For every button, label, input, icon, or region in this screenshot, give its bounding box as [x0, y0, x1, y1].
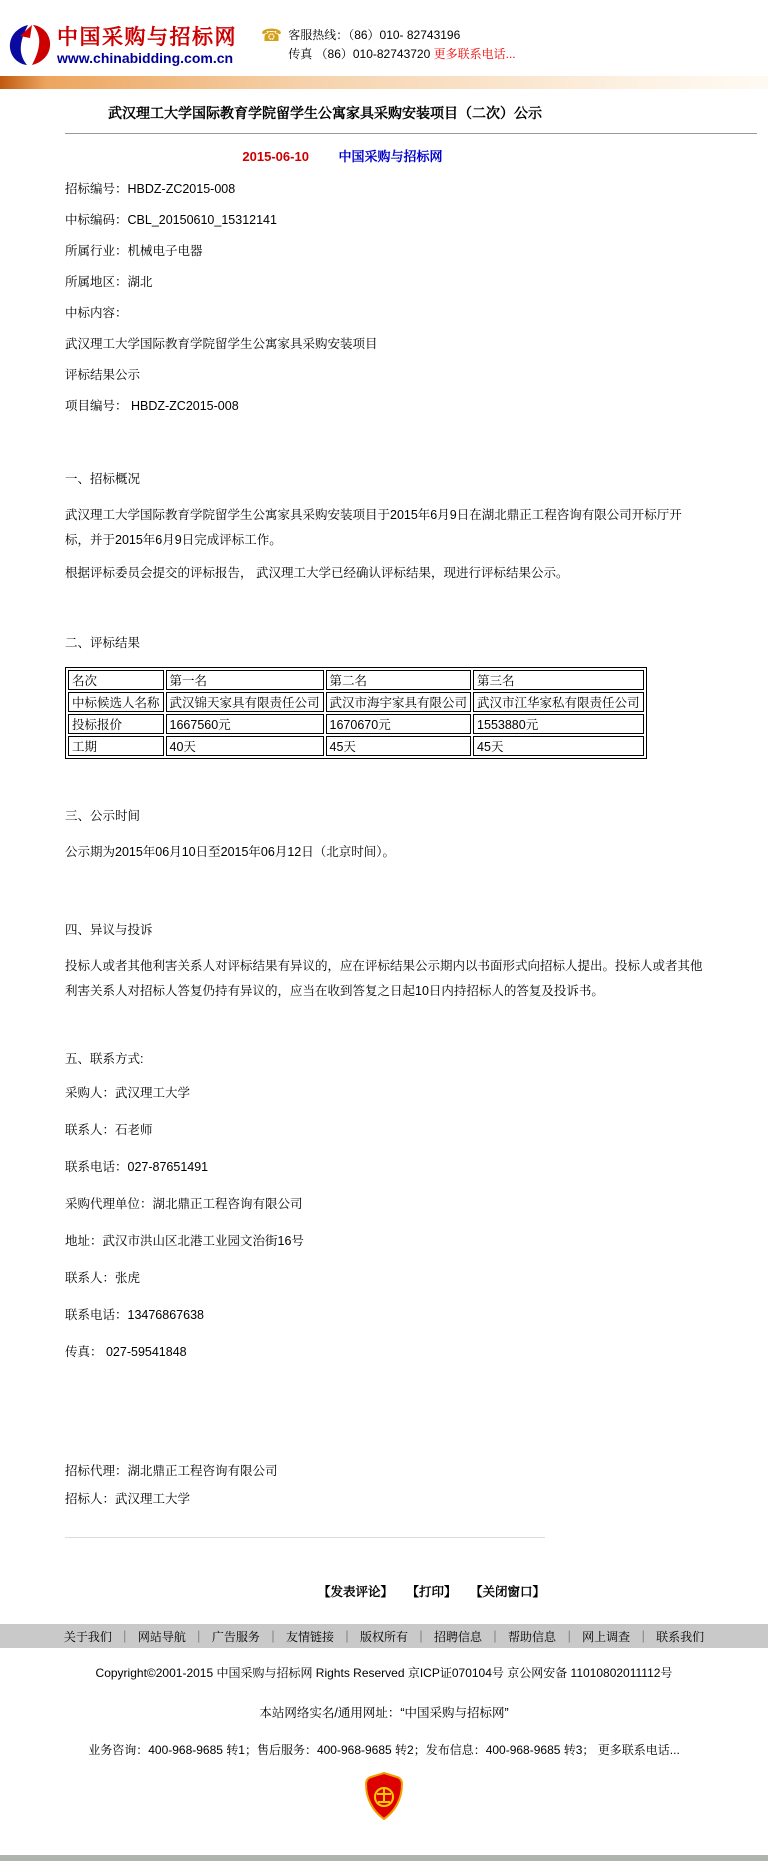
comment-button[interactable]: 【发表评论】: [317, 1585, 393, 1599]
badge-row: [0, 1772, 768, 1825]
footer-separator: ｜: [637, 1629, 650, 1644]
bottom-strip: [0, 1855, 768, 1861]
footer-separator: ｜: [118, 1629, 131, 1644]
table-row: [68, 714, 644, 734]
section4-paragraph: 投标人或者其他利害关系人对评标结果有异议的，应在评标结果公示期内以书面形式向招标人提出。投标人或者其他利害关系人对招标人答复仍持有异议的，应当在收到答复之日起10日内持招标人的答复及投诉书。: [65, 959, 703, 998]
site-name: 中国采购与招标网: [57, 25, 237, 49]
phone-icon: ☎: [261, 26, 283, 45]
table-row: [68, 736, 644, 756]
meta-region: 所属地区：湖北: [65, 275, 153, 289]
contact-purchaser: 采购人：武汉理工大学: [65, 1086, 191, 1100]
contact-agency: 采购代理单位：湖北鼎正工程咨询有限公司: [65, 1197, 303, 1211]
meta-industry: 所属行业：机械电子电器: [65, 244, 203, 258]
table-row: [68, 692, 644, 712]
meta-project-name: 武汉理工大学国际教育学院留学生公寓家具采购安装项目: [65, 337, 378, 351]
credibility-shield-badge-icon[interactable]: [365, 1772, 403, 1825]
meta-project-no: 项目编号： HBDZ-ZC2015-008: [65, 399, 239, 413]
table-cell: 第一名: [166, 670, 324, 690]
page-title: 武汉理工大学国际教育学院留学生公寓家具采购安装项目（二次）公示: [108, 105, 542, 121]
site-logo[interactable]: [8, 24, 237, 66]
contact-info-block: [65, 1075, 768, 1371]
meta-result-title: 评标结果公示: [65, 368, 141, 382]
footer-link-sitemap[interactable]: 网站导航: [137, 1629, 186, 1644]
signature-block: [65, 1457, 768, 1513]
table-cell: 1553880元: [473, 714, 644, 734]
section2-heading: 二、评标结果: [65, 636, 141, 650]
section3-paragraph: 公示期为2015年06月10日至2015年06月12日（北京时间）。: [65, 845, 395, 859]
site-realname-text: 本站网络实名/通用网址：“中国采购与招标网”: [259, 1706, 509, 1720]
table-cell: 40天: [166, 736, 324, 756]
table-cell: 45天: [473, 736, 644, 756]
footer-link-contact[interactable]: 联系我们: [656, 1629, 705, 1644]
section4-heading: 四、异议与投诉: [65, 923, 153, 937]
meta-tender-no: 招标编号：HBDZ-ZC2015-008: [65, 182, 236, 196]
footer-link-help[interactable]: 帮助信息: [508, 1629, 557, 1644]
table-cell: 武汉锦天家具有限责任公司: [166, 692, 324, 712]
table-cell: 中标候选人名称: [68, 692, 164, 712]
footer-link-jobs[interactable]: 招聘信息: [434, 1629, 483, 1644]
table-cell: 武汉市江华家私有限责任公司: [473, 692, 644, 712]
contact-phone-2: 联系电话：13476867638: [65, 1308, 204, 1322]
close-window-button[interactable]: 【关闭窗口】: [469, 1585, 545, 1599]
title-divider: [65, 133, 757, 134]
section3-heading: 三、公示时间: [65, 809, 141, 823]
service-phone-text: 业务咨询：400-968-9685 转1；售后服务：400-968-9685 转2；发布信息：400-968-9685 转3； 更多联系电话...: [88, 1743, 680, 1757]
publish-date: 2015-06-10: [242, 149, 309, 164]
table-cell: 45天: [326, 736, 472, 756]
contact-address: 地址：武汉市洪山区北港工业园文治街16号: [65, 1234, 304, 1248]
meta-content-label: 中标内容：: [65, 306, 128, 320]
article-actions: [65, 1582, 545, 1600]
copyright-text: Copyright©2001-2015 中国采购与招标网 Rights Reserved 京ICP证070104号 京公网安备 11010802011112号: [95, 1666, 673, 1680]
meta-block: [65, 174, 768, 422]
fax-text: 传真 （86）010-82743720: [288, 47, 431, 61]
table-cell: 第三名: [473, 670, 644, 690]
notice-article: [0, 103, 768, 1600]
print-button[interactable]: 【打印】: [406, 1585, 457, 1599]
table-row: [68, 670, 644, 690]
footer-link-friends[interactable]: 友情链接: [285, 1629, 334, 1644]
meta-award-code: 中标编码：CBL_20150610_15312141: [65, 213, 277, 227]
table-cell: 名次: [68, 670, 164, 690]
contact-phone-1: 联系电话：027-87651491: [65, 1160, 209, 1174]
footer-link-survey[interactable]: 网上调查: [582, 1629, 631, 1644]
header-contact-block: [261, 26, 516, 64]
table-cell: 工期: [68, 736, 164, 756]
content-end-divider: [65, 1537, 545, 1538]
section5-heading: 五、联系方式:: [65, 1052, 144, 1066]
signature-tenderee: 招标人：武汉理工大学: [65, 1492, 191, 1506]
signature-agent: 招标代理：湖北鼎正工程咨询有限公司: [65, 1464, 278, 1478]
site-url: www.chinabidding.com.cn: [57, 49, 234, 66]
section1-heading: 一、招标概况: [65, 472, 141, 486]
section1-paragraph-2: 根据评标委员会提交的评标报告， 武汉理工大学已经确认评标结果，现进行评标结果公示。: [65, 566, 569, 580]
site-footer: [0, 1624, 768, 1825]
footer-link-about[interactable]: 关于我们: [63, 1629, 112, 1644]
table-cell: 第二名: [326, 670, 472, 690]
table-cell: 1670670元: [326, 714, 472, 734]
footer-nav: [0, 1624, 768, 1648]
more-contacts-link[interactable]: 更多联系电话...: [433, 47, 516, 61]
table-cell: 1667560元: [166, 714, 324, 734]
footer-separator: ｜: [266, 1629, 279, 1644]
contact-person-2: 联系人：张虎: [65, 1271, 141, 1285]
footer-link-copyright[interactable]: 版权所有: [359, 1629, 408, 1644]
section1-paragraph-1: 武汉理工大学国际教育学院留学生公寓家具采购安装项目于2015年6月9日在湖北鼎正工程咨询有限公司开标厅开标，并于2015年6月9日完成评标工作。: [65, 508, 682, 547]
hotline-text: 客服热线：（86）010- 82743196: [288, 28, 461, 42]
contact-person-1: 联系人：石老师: [65, 1123, 153, 1137]
footer-link-ads[interactable]: 广告服务: [211, 1629, 260, 1644]
site-logo-icon: [8, 24, 52, 66]
source-site-name: 中国采购与招标网: [338, 149, 443, 164]
site-header: [0, 0, 768, 76]
site-logo-text: [57, 25, 237, 66]
footer-separator: ｜: [415, 1629, 428, 1644]
table-cell: 投标报价: [68, 714, 164, 734]
footer-separator: ｜: [489, 1629, 502, 1644]
decorative-gradient-bar: [0, 76, 768, 89]
evaluation-result-table: [65, 667, 647, 759]
footer-separator: ｜: [563, 1629, 576, 1644]
contact-fax: 传真： 027-59541848: [65, 1345, 187, 1359]
date-row: [65, 146, 620, 166]
footer-separator: ｜: [340, 1629, 353, 1644]
footer-separator: ｜: [192, 1629, 205, 1644]
table-cell: 武汉市海宇家具有限公司: [326, 692, 472, 712]
